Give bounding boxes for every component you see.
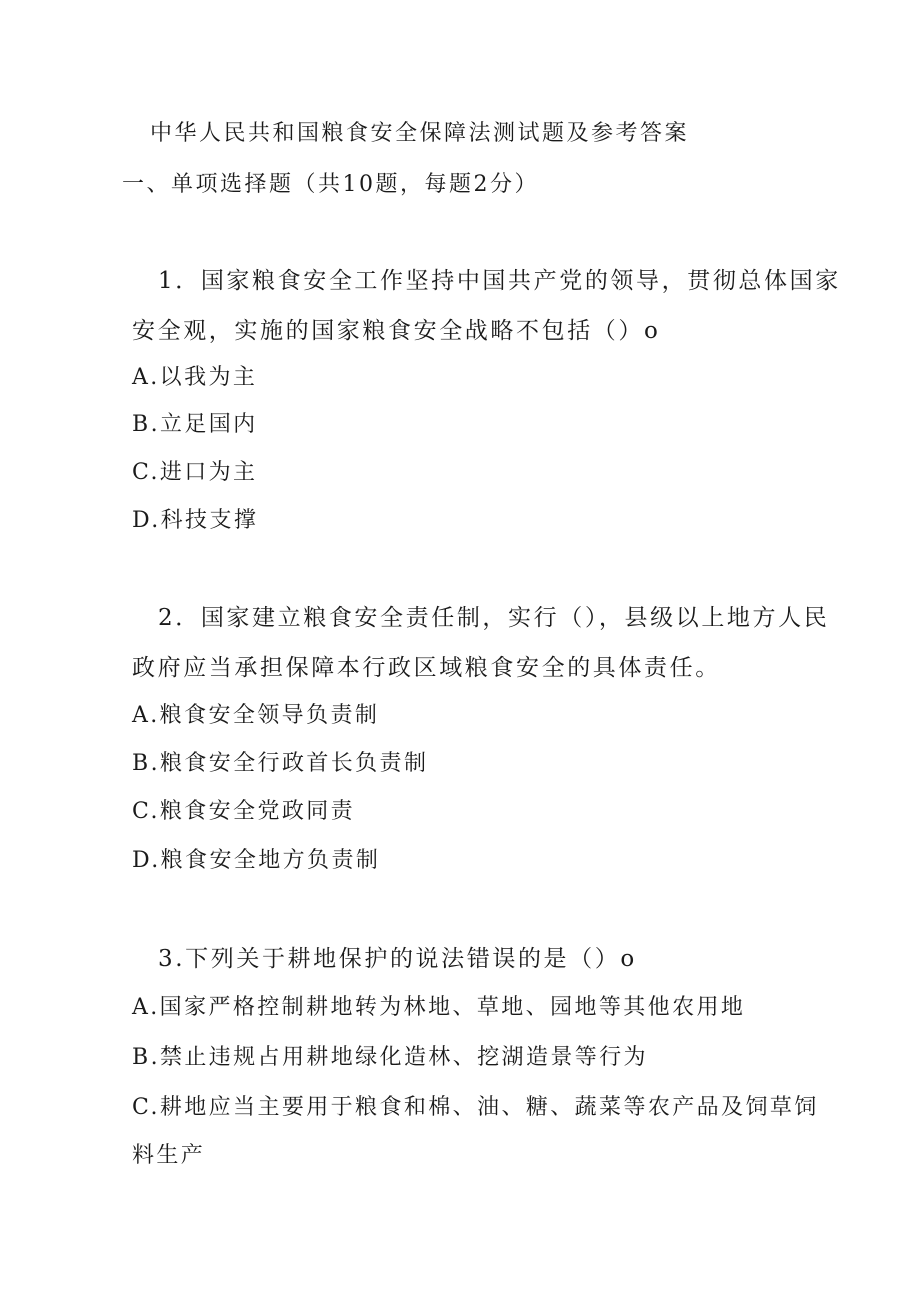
question-3-option-c: C.耕地应当主要用于粮食和棉、油、糖、蔬菜等农产品及饲草饲 [132, 1095, 819, 1120]
question-2-stem-line-1: 2．国家建立粮食安全责任制，实行（），县级以上地方人民 [158, 605, 830, 631]
document-title: 中华人民共和国粮食安全保障法测试题及参考答案 [150, 121, 690, 146]
question-2-option-a: A.粮食安全领导负责制 [132, 703, 380, 728]
question-3-option-b: B.禁止违规占用耕地绿化造林、挖湖造景等行为 [132, 1045, 648, 1070]
question-3-stem: 3.下列关于耕地保护的说法错误的是（）o [158, 946, 637, 972]
question-1-option-d: D.科技支撑 [132, 508, 259, 533]
question-1-option-c: C.进口为主 [132, 460, 258, 485]
question-2-option-c: C.粮食安全党政同责 [132, 799, 356, 824]
question-3-option-c-continued: 料生产 [132, 1143, 206, 1168]
question-3-option-a: A.国家严格控制耕地转为林地、草地、园地等其他农用地 [132, 995, 746, 1020]
question-2-stem-line-2: 政府应当承担保障本行政区域粮食安全的具体责任。 [132, 655, 721, 681]
question-2-option-b: B.粮食安全行政首长负责制 [132, 751, 429, 776]
section-heading: 一、单项选择题（共10题，每题2分） [122, 172, 539, 197]
question-1-option-a: A.以我为主 [132, 365, 258, 390]
question-2-option-d: D.粮食安全地方负责制 [132, 848, 381, 873]
question-1-stem-line-1: 1．国家粮食安全工作坚持中国共产党的领导，贯彻总体国家 [158, 268, 841, 294]
question-1-stem-line-2: 安全观，实施的国家粮食安全战略不包括（）o [132, 318, 661, 344]
question-1-option-b: B.立足国内 [132, 412, 258, 437]
